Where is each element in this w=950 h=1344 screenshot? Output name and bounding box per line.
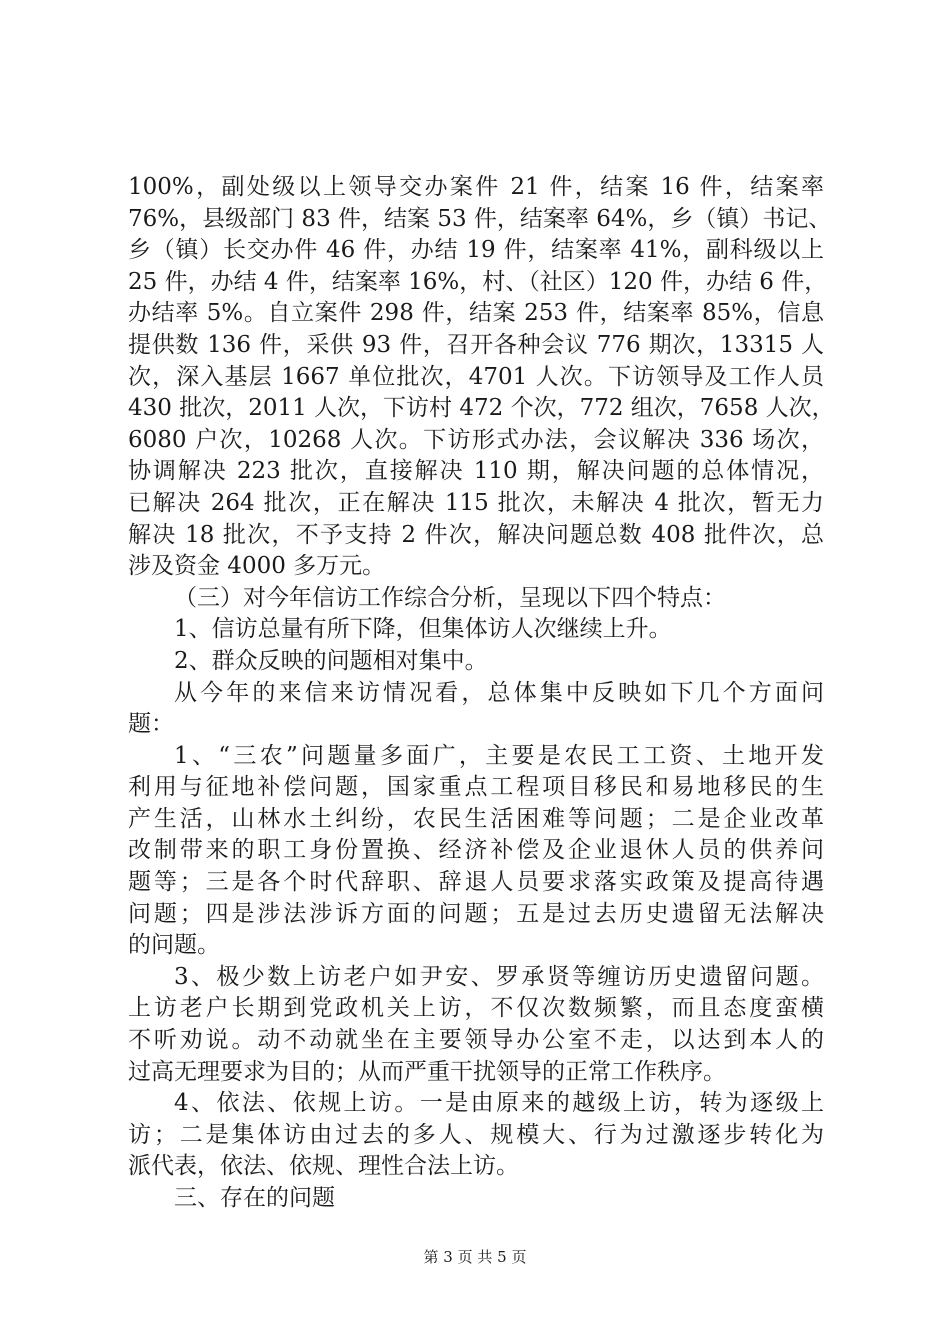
text-line: 乡（镇）长交办件 46 件，办结 19 件，结案率 41%，副科级以上 xyxy=(128,237,824,264)
text-line: 4、依法、依规上访。一是由原来的越级上访，转为逐级上 xyxy=(174,1090,824,1117)
text-line: 已解决 264 批次，正在解决 115 批次，未解决 4 批次，暂无力 xyxy=(128,489,824,516)
text-line: 办结率 5%。自立案件 298 件，结案 253 件，结案率 85%，信息 xyxy=(128,300,824,327)
text-line: 解决 18 批次，不予支持 2 件次，解决问题总数 408 批件次，总 xyxy=(128,521,824,548)
text-line: 利用与征地补偿问题，国家重点工程项目移民和易地移民的生 xyxy=(128,774,824,801)
text-line: （三）对今年信访工作综合分析，呈现以下四个特点： xyxy=(174,584,726,611)
text-line: 从今年的来信来访情况看，总体集中反映如下几个方面问 xyxy=(174,679,824,706)
text-line: 100%，副处级以上领导交办案件 21 件，结案 16 件，结案率 xyxy=(128,174,824,200)
text-line: 不听劝说。动不动就坐在主要领导办公室不走，以达到本人的 xyxy=(128,1027,824,1054)
text-line: 派代表，依法、依规、理性合法上访。 xyxy=(128,1153,519,1180)
text-line: 问题；四是涉法涉诉方面的问题；五是过去历史遗留无法解决 xyxy=(128,900,824,927)
text-line: 430 批次，2011 人次，下访村 472 个次，772 组次，7658 人次， xyxy=(128,395,835,422)
text-line: 1、信访总量有所下降，但集体访人次继续上升。 xyxy=(174,616,672,643)
text-line: 涉及资金 4000 多万元。 xyxy=(128,553,386,580)
text-line: 76%，县级部门 83 件，结案 53 件，结案率 64%，乡（镇）书记、 xyxy=(128,205,832,232)
page-footer: 第 3 页 共 5 页 xyxy=(423,1248,527,1266)
text-line: 的问题。 xyxy=(128,932,220,959)
text-line: 次，深入基层 1667 单位批次，4701 人次。下访领导及工作人员 xyxy=(128,363,824,390)
text-line: 产生活，山林水土纠纷，农民生活困难等问题；二是企业改革 xyxy=(128,805,824,832)
text-line: 6080 户次，10268 人次。下访形式办法，会议解决 336 场次， xyxy=(128,426,824,453)
text-line: 3、极少数上访老户如尹安、罗承贤等缠访历史遗留问题。 xyxy=(174,963,824,990)
text-line: 过高无理要求为目的；从而严重干扰领导的正常工作秩序。 xyxy=(128,1058,726,1085)
text-line: 协调解决 223 批次，直接解决 110 期，解决问题的总体情况， xyxy=(128,458,824,485)
text-line: 提供数 136 件，采供 93 件，召开各种会议 776 期次，13315 人 xyxy=(128,331,824,358)
document-body xyxy=(128,172,835,1215)
text-line: 题： xyxy=(128,711,174,738)
text-line: 三、存在的问题 xyxy=(174,1185,335,1211)
text-line: 2、群众反映的问题相对集中。 xyxy=(174,647,488,674)
text-line: 上访老户长期到党政机关上访，不仅次数频繁，而且态度蛮横 xyxy=(128,995,824,1022)
text-line: 改制带来的职工身份置换、经济补偿及企业退休人员的供养问 xyxy=(128,837,824,864)
text-line: 1、“三农”问题量多面广，主要是农民工工资、土地开发 xyxy=(174,742,824,769)
text-line: 访；二是集体访由过去的多人、规模大、行为过激逐步转化为 xyxy=(128,1121,824,1148)
text-line: 题等；三是各个时代辞职、辞退人员要求落实政策及提高待遇 xyxy=(128,869,824,896)
text-line: 25 件，办结 4 件，结案率 16%，村、（社区）120 件，办结 6 件， xyxy=(128,268,828,295)
